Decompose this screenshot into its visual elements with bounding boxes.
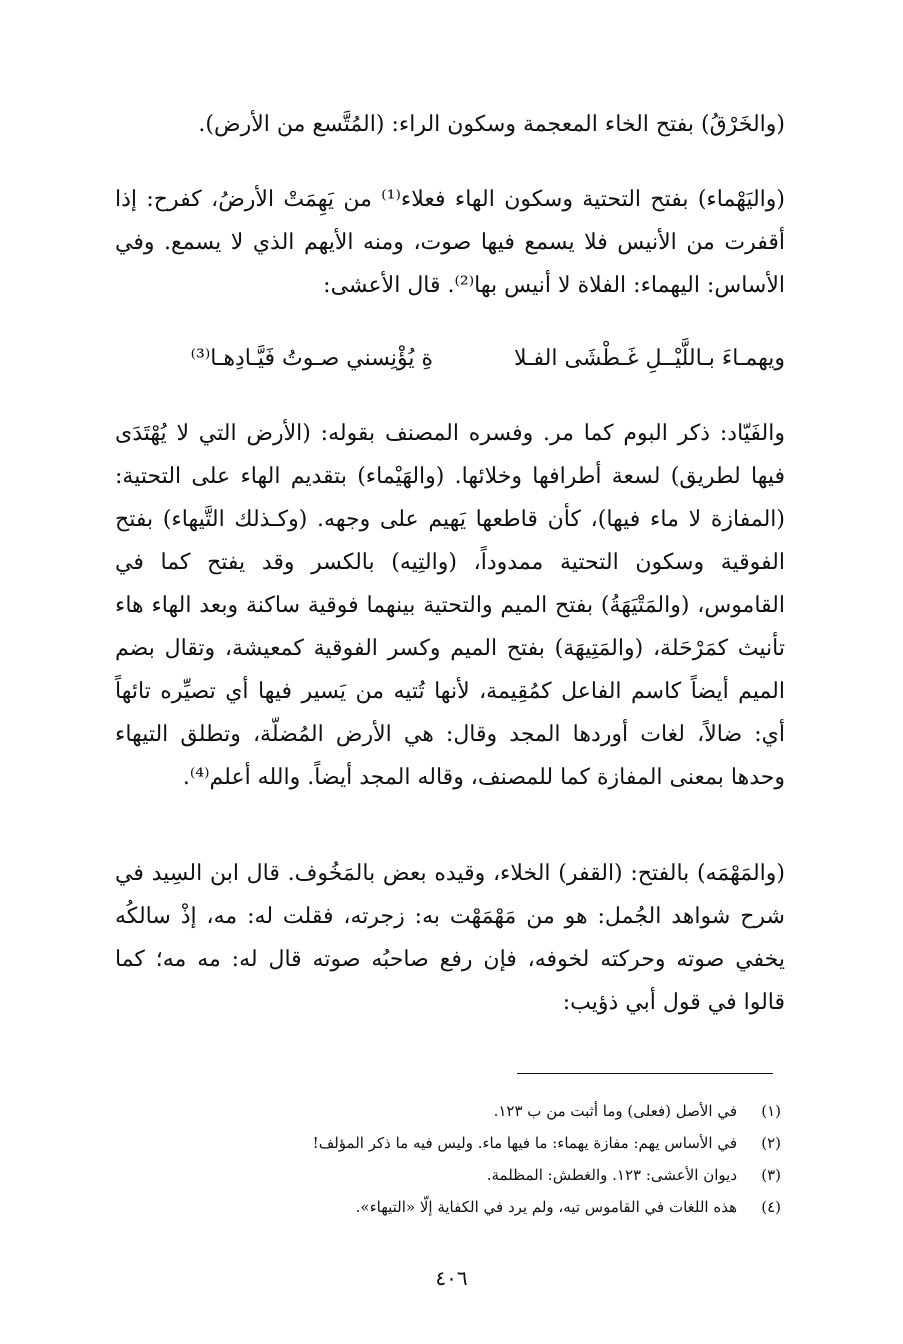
footnote-text: في الأساس يهم: مفازة يهماء: ما فيها ماء. وليس فيه ما ذكر المؤلف!	[312, 1134, 737, 1152]
footnote-number: (٤)	[761, 1198, 781, 1216]
footnote-text: ديوان الأعشى: ١٢٣. والغطش: المظلمة.	[486, 1166, 737, 1184]
footnote-number: (٣)	[761, 1166, 781, 1184]
verse-second-hemistich: ةِ يُؤْنِسني صـوتُ فَيَّـادِهـا⁽³⁾	[190, 346, 433, 371]
footnotes-list	[121, 1095, 781, 1223]
footnote-item	[121, 1095, 781, 1127]
footnote-item	[121, 1127, 781, 1159]
paragraph-khark: (والخَرْقُ) بفتح الخاء المعجمة وسكون الراء: (المُتَّسع من الأرض).	[198, 112, 785, 137]
verse-line	[115, 337, 785, 380]
paragraph-yahma: (واليَهْماء) بفتح التحتية وسكون الهاء فعلاء⁽¹⁾ من يَهِمَتْ الأرضُ، كفرح: إذا أقفرت من الأنيس فلا يسمع فيها صوت، ومنه الأيهم الذي لا يسمع. وفي الأساس: اليهماء: الفلاة لا أنيس بها⁽²⁾. قال الأعشى:	[115, 187, 785, 298]
footnote-separator	[517, 1073, 773, 1074]
footnote-item	[121, 1191, 781, 1223]
footnote-text: في الأصل (فعلى) وما أثبت من ب ١٢٣.	[493, 1102, 737, 1120]
footnote-number: (٢)	[761, 1134, 781, 1152]
verse-first-hemistich: ويهمـاءَ بـاللَّيْــلِ غَـطْشَى الفـلا	[513, 346, 785, 371]
footnote-item	[121, 1159, 781, 1191]
footnote-text: هذه اللغات في القاموس تيه، ولم يرد في الكفاية إلّا «التيهاء».	[355, 1198, 737, 1216]
footnote-number: (١)	[761, 1102, 781, 1120]
paragraph-fayyad: والفَيّاد: ذكر البوم كما مر. وفسره المصنف بقوله: (الأرض التي لا يُهْتَدَى فيها لطريق) لسعة أطرافها وخلائها. (والهَيْماء) بتقديم الهاء على التحتية: (المفازة لا ماء فيها)، كأن قاطعها يَهيم على وجهه. (وكـذلك التَّيهاء) بفتح الفوقية وسكون التحتية ممدوداً، (والتِيه) بالكسر وقد يفتح كما في القاموس، (والمَتْيَهَةُ) بفتح الميم والتحتية بينهما فوقية ساكنة وبعد الهاء هاء تأنيث كمَرْحَلة، (والمَتِيهَة) بفتح الميم وكسر الفوقية كمعيشة، وتقال بضم الميم أيضاً كاسم الفاعل كمُقِيمة، لأنها تُتيه من يَسير فيها أي تصيِّره تائهاً أي: ضالاً، لغات أوردها المجد وقال: هي الأرض المُضلّة، وتطلق التيهاء وحدها بمعنى المفازة كما للمصنف، وقاله المجد أيضاً. والله أعلم⁽⁴⁾.	[115, 421, 786, 790]
page-number: ٤٠٦	[435, 1266, 468, 1290]
paragraph-mahmah: (والمَهْمَه) بالفتح: (القفر) الخلاء، وقيده بعض بالمَخُوف. قال ابن السِيد في شرح شواهد الجُمل: هو من مَهْمَهْت به: زجرته، فقلت له: مه، إذْ سالكُه يخفي صوته وحركته لخوفه، فإن رفع صاحبُه صوته قال له: مه مه؛ كما قالوا في قول أبي ذؤيب:	[115, 861, 785, 1015]
